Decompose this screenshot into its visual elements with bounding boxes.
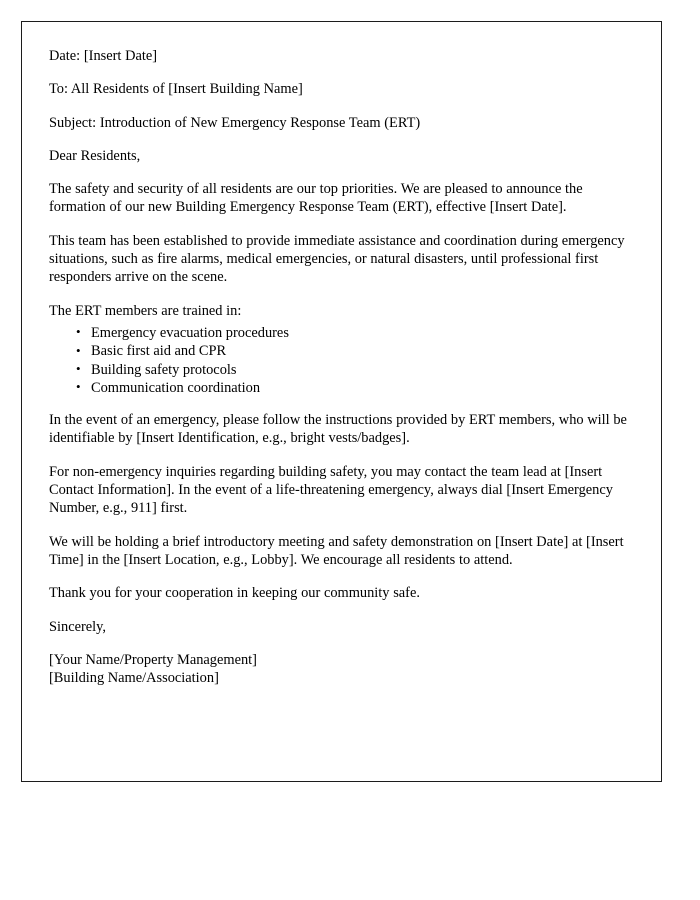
- paragraph-identification: In the event of an emergency, please follow the instructions provided by ERT members, who will be identifiable by [Insert Identification, e.g., bright vests/badges].: [49, 412, 627, 447]
- signature-name-line: [Your Name/Property Management]: [49, 651, 257, 668]
- letter-closing: Sincerely,: [49, 618, 107, 635]
- paragraph-intro: The safety and security of all residents are our top priorities. We are pleased to announce the formation of our new Building Emergency Response Team (ERT), effective [Insert Date].: [49, 181, 583, 216]
- letter-subject-line: Subject: Introduction of New Emergency Response Team (ERT): [49, 114, 421, 131]
- list-item: • Communication coordination: [49, 379, 629, 397]
- paragraph-contact: For non-emergency inquiries regarding building safety, you may contact the team lead at [Insert Contact Information]. In the event of a life-threatening emergency, always dial [Insert Emergency Number, e.g., 911] first.: [49, 463, 613, 517]
- list-item: • Building safety protocols: [49, 361, 629, 379]
- training-lead-in: The ERT members are trained in:: [49, 302, 242, 319]
- list-item: • Basic first aid and CPR: [49, 342, 629, 360]
- paragraph-thanks: Thank you for your cooperation in keeping our community safe.: [49, 585, 420, 602]
- signature-organization-line: [Building Name/Association]: [49, 670, 219, 687]
- training-list: [49, 324, 629, 397]
- letter-salutation: Dear Residents,: [49, 147, 141, 164]
- letter-recipient-line: To: All Residents of [Insert Building Name]: [49, 81, 303, 98]
- letter-content: [49, 47, 629, 687]
- list-item: • Emergency evacuation procedures: [49, 324, 629, 342]
- paragraph-meeting: We will be holding a brief introductory meeting and safety demonstration on [Insert Date] at [Insert Time] in the [Insert Location, e.g., Lobby]. We encourage all residents to attend.: [49, 533, 624, 568]
- letter-border-frame: [21, 21, 662, 782]
- paragraph-purpose: This team has been established to provide immediate assistance and coordination during emergency situations, such as fire alarms, medical emergencies, or natural disasters, until professional first responders arrive on the scene.: [49, 232, 625, 286]
- letter-date-line: Date: [Insert Date]: [49, 48, 158, 64]
